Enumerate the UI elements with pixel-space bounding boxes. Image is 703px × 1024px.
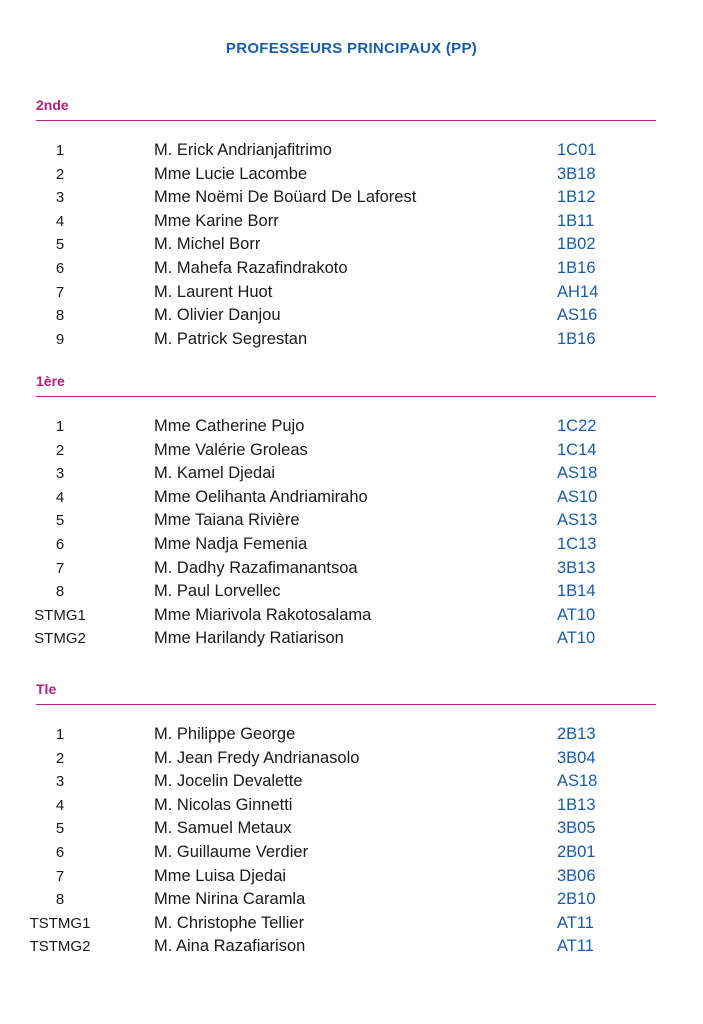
table-row <box>0 188 703 212</box>
room-code: 1C01 <box>557 141 597 159</box>
teacher-name: M. Mahefa Razafindrakoto <box>154 258 348 277</box>
room-code: AS10 <box>557 487 598 506</box>
class-number: 1 <box>55 726 65 743</box>
teacher-name: M. Jocelin Devalette <box>154 772 303 791</box>
table-row <box>0 441 703 465</box>
table-row <box>0 488 703 512</box>
section-divider <box>36 120 656 121</box>
teacher-name: M. Paul Lorvellec <box>154 582 281 601</box>
section-divider <box>36 704 656 705</box>
class-number: 1 <box>55 418 65 435</box>
teacher-name: Mme Miarivola Rakotosalama <box>154 605 372 624</box>
table-row <box>0 559 703 583</box>
class-number: 9 <box>55 330 65 348</box>
table-row <box>0 464 703 488</box>
table-row <box>0 306 703 330</box>
room-code: 2B01 <box>557 842 596 861</box>
room-code: 1C22 <box>557 417 597 435</box>
class-number: TSTMG1 <box>29 914 91 932</box>
teacher-name: M. Laurent Huot <box>154 282 273 301</box>
table-row <box>0 606 703 630</box>
teacher-name: M. Kamel Djedai <box>154 464 276 483</box>
table-row <box>0 772 703 796</box>
teacher-name: M. Michel Borr <box>154 235 261 254</box>
room-code: 3B13 <box>557 558 596 577</box>
table-row <box>0 235 703 259</box>
teacher-name: M. Samuel Metaux <box>154 819 292 838</box>
class-number: 6 <box>55 535 65 553</box>
class-number: TSTMG2 <box>29 938 91 956</box>
table-row <box>0 417 703 441</box>
teacher-name: M. Aina Razafiarison <box>154 937 306 956</box>
teacher-name: Mme Nadja Femenia <box>154 534 308 553</box>
table-row <box>0 259 703 283</box>
table-row <box>0 330 703 354</box>
table-row <box>0 141 703 165</box>
room-code: AS16 <box>557 306 598 325</box>
room-code: 3B04 <box>557 748 596 767</box>
class-number: 2 <box>55 441 65 459</box>
class-number: STMG2 <box>34 630 86 648</box>
class-number: 2 <box>55 749 65 767</box>
room-code: 2B10 <box>557 890 596 909</box>
table-row <box>0 725 703 749</box>
class-number: 8 <box>55 307 65 325</box>
class-number: 7 <box>55 283 65 301</box>
room-code: AT10 <box>557 629 596 648</box>
teacher-name: M. Jean Fredy Andrianasolo <box>154 748 360 767</box>
class-number: 5 <box>55 236 65 254</box>
teacher-name: Mme Catherine Pujo <box>154 417 305 435</box>
table-row <box>0 867 703 891</box>
room-code: 1B12 <box>557 188 596 207</box>
section-divider <box>36 396 656 397</box>
class-number: 3 <box>55 773 65 791</box>
class-number: 8 <box>55 583 65 601</box>
room-code: AT11 <box>557 937 594 956</box>
class-number: 8 <box>55 891 65 909</box>
teacher-name: Mme Harilandy Ratiarison <box>154 629 344 648</box>
teacher-name: M. Christophe Tellier <box>154 913 305 932</box>
table-row <box>0 749 703 773</box>
room-code: 1B13 <box>557 795 596 814</box>
table-row <box>0 796 703 820</box>
class-number: 3 <box>55 189 65 207</box>
table-row <box>0 819 703 843</box>
class-number: 2 <box>55 165 65 183</box>
class-number: 7 <box>55 559 65 577</box>
table-row <box>0 283 703 307</box>
section-heading: 1ère <box>36 373 65 389</box>
teacher-name: Mme Valérie Groleas <box>154 440 308 459</box>
room-code: AS18 <box>557 464 598 483</box>
teacher-list <box>0 725 703 961</box>
section-heading: Tle <box>36 681 57 697</box>
teacher-name: Mme Oelihanta Andriamiraho <box>154 487 368 506</box>
teacher-list <box>0 141 703 353</box>
room-code: AT10 <box>557 605 596 624</box>
room-code: AT11 <box>557 913 594 932</box>
table-row <box>0 914 703 938</box>
class-number: 6 <box>55 259 65 277</box>
table-row <box>0 629 703 653</box>
class-number: 3 <box>55 465 65 483</box>
section-heading: 2nde <box>36 97 69 113</box>
page-title: PROFESSEURS PRINCIPAUX (PP) <box>225 40 478 57</box>
room-code: AS18 <box>557 772 598 791</box>
class-number: 4 <box>55 212 65 230</box>
table-row <box>0 937 703 961</box>
teacher-name: Mme Taiana Rivière <box>154 511 300 530</box>
room-code: 1C13 <box>557 534 597 553</box>
room-code: AS13 <box>557 511 598 530</box>
class-number: STMG1 <box>34 606 86 624</box>
teacher-name: M. Philippe George <box>154 725 296 743</box>
room-code: 1B16 <box>557 329 596 348</box>
teacher-name: Mme Karine Borr <box>154 211 279 230</box>
class-number: 5 <box>55 512 65 530</box>
class-number: 4 <box>55 796 65 814</box>
table-row <box>0 535 703 559</box>
room-code: 3B05 <box>557 819 596 838</box>
teacher-name: Mme Luisa Djedai <box>154 866 287 885</box>
teacher-name: Mme Lucie Lacombe <box>154 164 308 183</box>
table-row <box>0 212 703 236</box>
class-number: 6 <box>55 843 65 861</box>
teacher-name: M. Dadhy Razafimanantsoa <box>154 558 358 577</box>
class-number: 4 <box>55 488 65 506</box>
teacher-name: Mme Nirina Caramla <box>154 890 306 909</box>
room-code: 1B16 <box>557 258 596 277</box>
class-number: 1 <box>55 142 65 159</box>
room-code: 1B11 <box>557 211 595 230</box>
room-code: 2B13 <box>557 725 596 743</box>
table-row <box>0 890 703 914</box>
room-code: AH14 <box>557 282 599 301</box>
room-code: 3B06 <box>557 866 596 885</box>
class-number: 5 <box>55 820 65 838</box>
teacher-name: M. Erick Andrianjafitrimo <box>154 141 332 159</box>
teacher-name: M. Nicolas Ginnetti <box>154 795 293 814</box>
teacher-name: M. Patrick Segrestan <box>154 329 308 348</box>
class-number: 7 <box>55 867 65 885</box>
table-row <box>0 165 703 189</box>
teacher-name: Mme Noëmi De Boüard De Laforest <box>154 188 417 207</box>
table-row <box>0 582 703 606</box>
room-code: 1B02 <box>557 235 596 254</box>
table-row <box>0 843 703 867</box>
room-code: 1C14 <box>557 440 597 459</box>
table-row <box>0 511 703 535</box>
room-code: 1B14 <box>557 582 596 601</box>
teacher-list <box>0 417 703 653</box>
teacher-name: M. Olivier Danjou <box>154 306 281 325</box>
teacher-name: M. Guillaume Verdier <box>154 842 309 861</box>
room-code: 3B18 <box>557 164 596 183</box>
